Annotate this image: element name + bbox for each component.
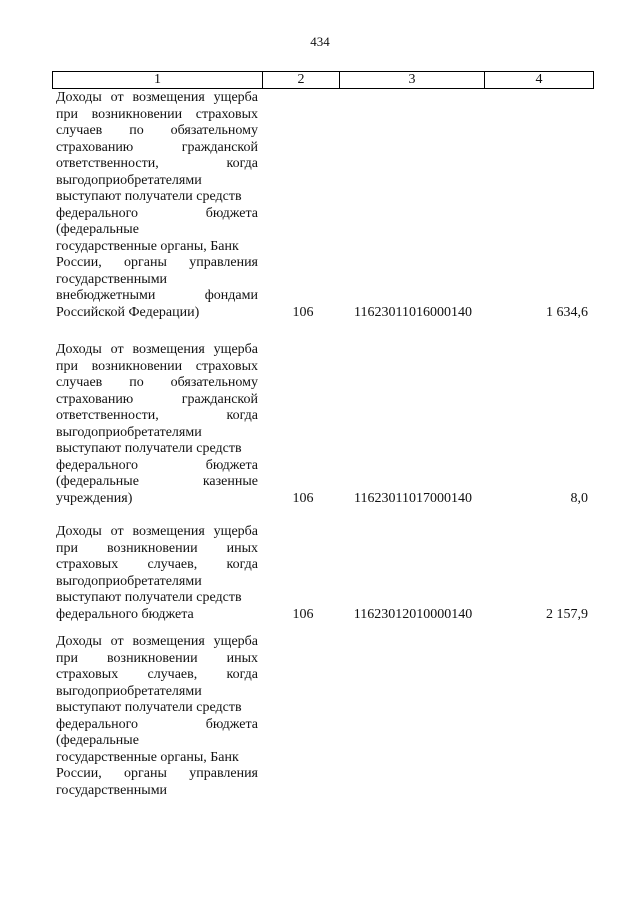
description-line: России, органы управления — [56, 255, 258, 270]
description-line: выгодоприобретателями — [56, 683, 202, 699]
description-line: (федеральные — [56, 733, 139, 748]
row-code: 106 — [292, 490, 314, 506]
description-line: России, органы управления — [56, 766, 258, 781]
description-line: выступают получатели средств — [56, 700, 242, 715]
row-sum: 8,0 — [570, 490, 588, 506]
description-line: страхованию гражданской — [56, 139, 258, 155]
description-line: страховых случаев, когда — [56, 557, 258, 572]
description-line: страховых случаев, когда — [56, 667, 258, 682]
description-line: (федеральные — [56, 222, 139, 237]
row-kbk: 11623012010000140 — [353, 606, 473, 622]
row-description — [56, 342, 258, 507]
row-code: 106 — [292, 606, 314, 622]
description-line: выгодоприобретателями — [56, 172, 202, 188]
description-line: выгодоприобретателями — [56, 424, 202, 440]
description-line: при возникновении страховых — [56, 106, 258, 122]
column-header-4: 4 — [535, 72, 543, 87]
description-line: выступают получатели средств — [56, 441, 242, 456]
description-line: случаев по обязательному — [56, 123, 258, 138]
description-line: федерального бюджета — [56, 457, 258, 473]
description-line: государственные органы, Банк — [56, 238, 239, 254]
row-code: 106 — [292, 304, 314, 320]
description-line: государственными — [56, 782, 168, 798]
description-line: при возникновении иных — [56, 540, 258, 556]
column-header-1: 1 — [53, 72, 263, 88]
column-header-row — [52, 71, 594, 89]
row-kbk: 11623011017000140 — [354, 490, 472, 506]
description-line: Доходы от возмещения ущерба — [56, 342, 258, 357]
row-kbk: 11623011016000140 — [354, 304, 472, 320]
description-line: внебюджетными фондами — [56, 288, 258, 303]
description-line: федерального бюджета — [56, 606, 194, 622]
description-line: (федеральные казенные — [56, 474, 258, 489]
table-row — [56, 90, 596, 321]
description-line: страхованию гражданской — [56, 391, 258, 407]
description-line: Доходы от возмещения ущерба — [56, 634, 258, 649]
description-line: Доходы от возмещения ущерба — [56, 524, 258, 539]
description-line: государственные органы, Банк — [56, 749, 239, 765]
description-line: Российской Федерации) — [56, 304, 200, 320]
table-row — [56, 634, 596, 799]
row-description — [56, 90, 258, 321]
table-row — [56, 342, 596, 507]
description-line: государственными — [56, 271, 168, 287]
description-line: федерального бюджета — [56, 205, 258, 221]
description-line: учреждения) — [56, 490, 133, 506]
row-description — [56, 634, 258, 799]
description-line: случаев по обязательному — [56, 375, 258, 390]
table-row — [56, 524, 596, 623]
description-line: выступают получатели средств — [56, 189, 242, 204]
description-line: федерального бюджета — [56, 716, 258, 732]
description-line: ответственности, когда — [56, 156, 258, 171]
description-line: при возникновении страховых — [56, 358, 258, 374]
column-header-3: 3 — [340, 72, 485, 88]
description-line: выступают получатели средств — [56, 590, 242, 605]
row-sum: 1 634,6 — [546, 304, 588, 320]
page-number: 434 — [310, 34, 330, 49]
description-line: Доходы от возмещения ущерба — [56, 90, 258, 105]
row-description — [56, 524, 258, 623]
description-line: ответственности, когда — [56, 408, 258, 423]
description-line: выгодоприобретателями — [56, 573, 202, 589]
column-header-2: 2 — [263, 72, 340, 88]
row-sum: 2 157,9 — [546, 606, 588, 622]
description-line: при возникновении иных — [56, 650, 258, 666]
